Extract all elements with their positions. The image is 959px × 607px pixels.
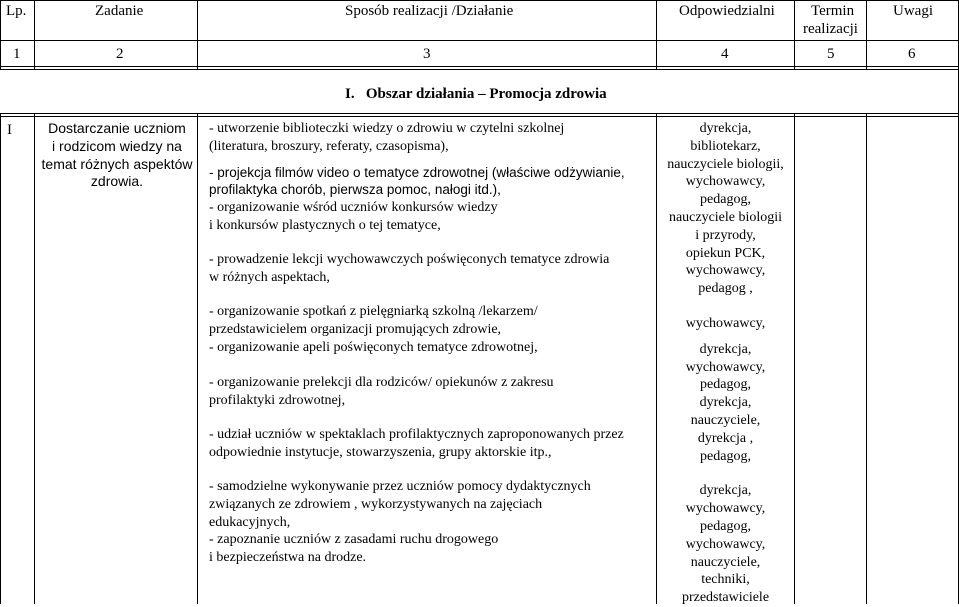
header-zadanie: Zadanie — [95, 3, 144, 19]
odpowiedzialni-line: wychowawcy, — [685, 536, 766, 552]
sposob-line: i konkursów plastycznych o tej tematyce, — [209, 217, 441, 233]
zadanie-line: temat różnych aspektów — [41, 155, 193, 172]
sposob-line: - utworzenie biblioteczki wiedzy o zdrowiu w czytelni szkolnej — [209, 121, 565, 136]
odpowiedzialni-line: wychowawcy, — [685, 174, 766, 190]
sposob-line: - projekcja filmów video o tematyce zdrowotnej (właściwe odżywianie, — [209, 164, 625, 180]
sposob-line: profilaktyka chorób, pierwsza pomoc, nałogi itd.), — [209, 182, 501, 198]
sposob-line: - organizowanie prelekcji dla rodziców/ opiekunów z zakresu — [209, 374, 554, 390]
sposob-line: i bezpieczeństwa na drodze. — [209, 550, 367, 566]
sposob-line: przedstawicielem organizacji promujących zdrowie, — [209, 322, 502, 338]
header-sposob: Sposób realizacji /Działanie — [345, 3, 514, 19]
row-sposob — [209, 120, 654, 567]
column-number: 4 — [721, 46, 729, 62]
sposob-line: - samodzielne wykonywanie przez uczniów pomocy dydaktycznych — [209, 478, 591, 494]
sposob-line: w różnych aspektach, — [209, 269, 330, 285]
odpowiedzialni-line: dyrekcja , — [697, 430, 754, 446]
sposob-line: związanych ze zdrowiem , wykorzystywanych na zajęciach — [209, 496, 543, 512]
sposob-line: - udział uczniów w spektaklach profilaktycznych zaproponowanych przez — [209, 427, 624, 443]
odpowiedzialni-line: dyrekcja, — [699, 341, 752, 357]
header-termin-line1: Termin — [811, 3, 855, 19]
section-title-text: Obszar działania – Promocja zdrowia — [365, 86, 607, 102]
odpowiedzialni-line: nauczyciele, — [690, 554, 761, 570]
sposob-line: - organizowanie wśród uczniów konkursów wiedzy — [209, 200, 498, 216]
odpowiedzialni-line: wychowawcy, — [685, 263, 766, 279]
odpowiedzialni-line: nauczyciele biologii, — [667, 156, 784, 172]
odpowiedzialni-line: i przyrody, — [695, 227, 756, 243]
column-number: 1 — [13, 46, 21, 62]
sposob-line: (literatura, broszury, referaty, czasopisma), — [209, 138, 449, 154]
sposob-line: profilaktyki zdrowotnej, — [209, 392, 346, 408]
header-uwagi: Uwagi — [893, 3, 933, 19]
column-number: 6 — [908, 46, 916, 62]
header-termin-line2: realizacji — [803, 21, 858, 37]
odpowiedzialni-line: nauczyciele biologii — [668, 209, 783, 225]
zadanie-line: i rodzicom wiedzy na — [52, 137, 182, 154]
column-number: 5 — [827, 46, 835, 62]
odpowiedzialni-line: pedagog, — [700, 192, 751, 208]
odpowiedzialni-line: bibliotekarz, — [690, 138, 761, 154]
column-number: 3 — [423, 46, 431, 62]
row-zadanie — [38, 120, 196, 191]
sposob-line: odpowiednie instytucje, stowarzyszenia, grupy aktorskie itp., — [209, 445, 552, 461]
odpowiedzialni-line: dyrekcja, — [699, 395, 752, 411]
sposob-line: - prowadzenie lekcji wychowawczych poświęconych tematyce zdrowia — [209, 251, 610, 267]
odpowiedzialni-line: wychowawcy, — [685, 501, 766, 517]
odpowiedzialni-line: przedstawiciele — [681, 590, 770, 606]
odpowiedzialni-line: pedagog, — [700, 518, 751, 534]
odpowiedzialni-line: wychowawcy, — [685, 359, 766, 375]
sposob-line: - zapoznanie uczniów z zasadami ruchu drogowego — [209, 532, 499, 548]
zadanie-line: zdrowia. — [90, 173, 144, 190]
odpowiedzialni-line: techniki, — [701, 572, 750, 588]
odpowiedzialni-line: dyrekcja, — [699, 121, 752, 136]
odpowiedzialni-line: pedagog, — [700, 448, 751, 464]
zadanie-line: Dostarczanie uczniom — [48, 120, 186, 136]
sposob-line: - organizowanie spotkań z pielęgniarką szkolną /lekarzem/ — [209, 304, 538, 320]
odpowiedzialni-line: wychowawcy, — [685, 315, 766, 331]
sposob-line: edukacyjnych, — [209, 514, 291, 530]
odpowiedzialni-line: pedagog , — [698, 281, 753, 297]
odpowiedzialni-line: pedagog, — [700, 377, 751, 393]
header-odpowiedzialni: Odpowiedzialni — [679, 3, 775, 19]
odpowiedzialni-line: dyrekcja, — [699, 483, 752, 499]
section-title — [345, 86, 607, 103]
sposob-line: - organizowanie apeli poświęconych tematyce zdrowotnej, — [209, 339, 538, 355]
odpowiedzialni-line: nauczyciele, — [690, 412, 761, 428]
column-number: 2 — [116, 46, 124, 62]
row-odpowiedzialni — [658, 120, 793, 607]
section-roman: I. — [345, 86, 355, 102]
row-lp: I — [7, 122, 12, 138]
header-lp: Lp. — [6, 3, 27, 19]
odpowiedzialni-line: opiekun PCK, — [685, 245, 766, 261]
